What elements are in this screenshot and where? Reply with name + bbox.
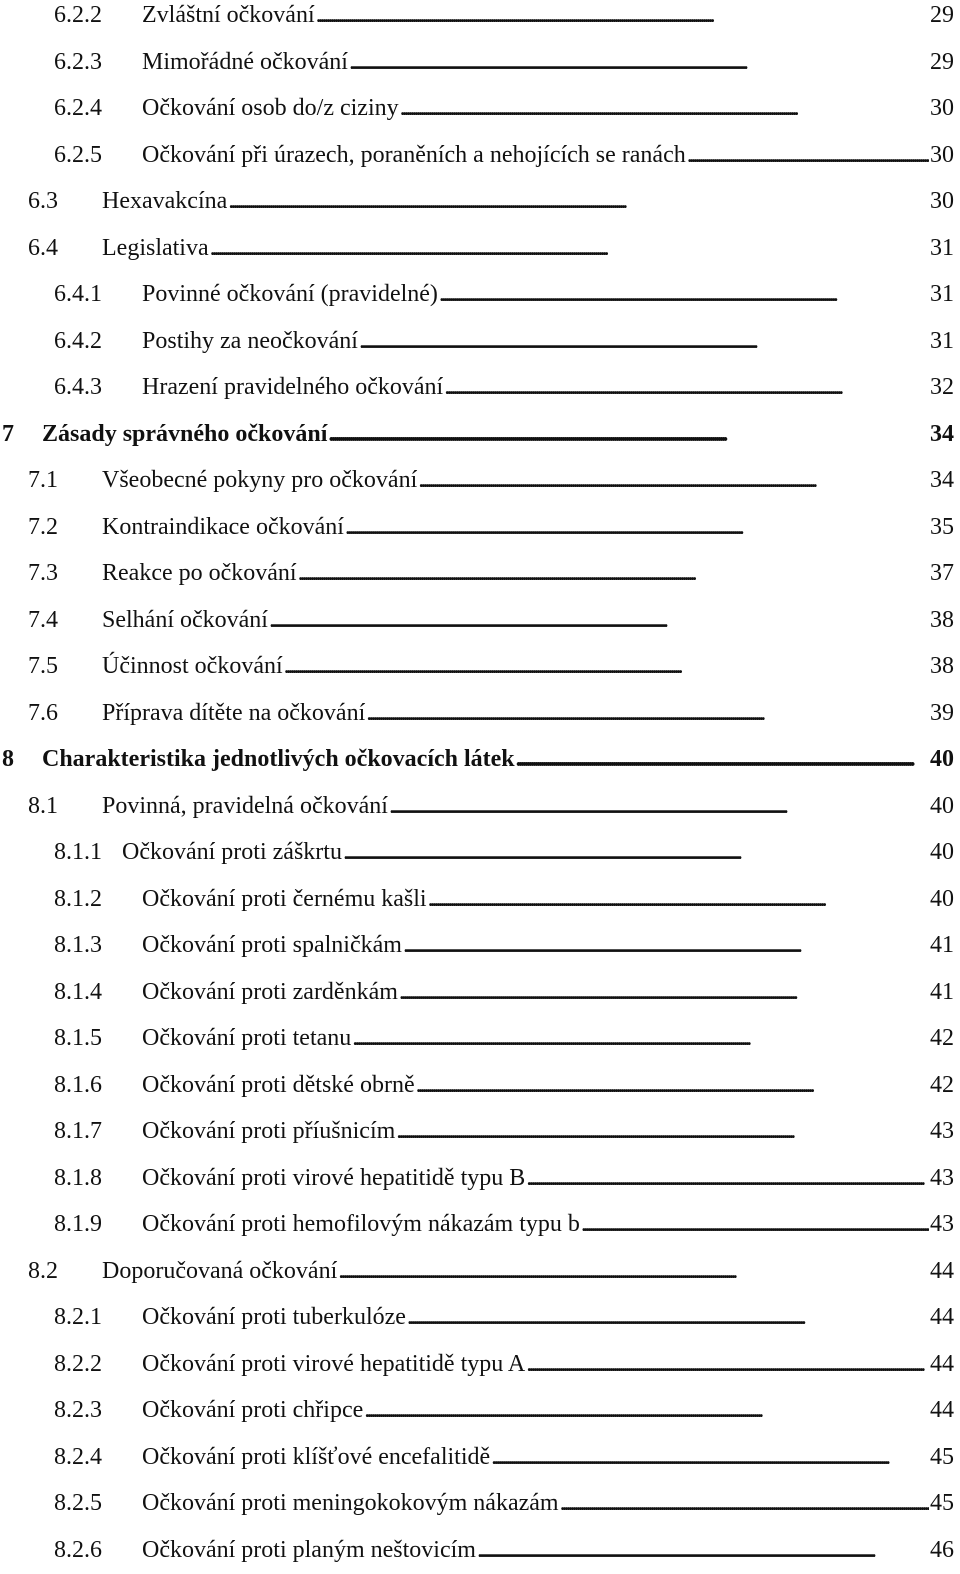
toc-entry-title: Hrazení pravidelného očkování (142, 374, 444, 400)
toc-entry-page-number: 38 (930, 653, 954, 679)
toc-entry-page-number: 44 (930, 1257, 954, 1284)
toc-entry-line (102, 643, 954, 689)
toc-entry-number: 8.2.1 (54, 1304, 102, 1330)
toc-entry-page-number: 43 (930, 1211, 954, 1237)
toc-entry-page-number: 46 (930, 1536, 954, 1563)
toc-entry-page-number: 45 (930, 1443, 954, 1470)
toc-entry-line (102, 597, 954, 643)
toc-entry[interactable] (0, 1527, 960, 1573)
toc-entry-number: 6.2.4 (54, 95, 102, 121)
dot-leader (477, 1527, 929, 1573)
toc-entry[interactable] (0, 85, 960, 131)
toc-entry[interactable] (0, 829, 960, 875)
toc-entry-title: Očkování proti klíšťové encefalitidě (142, 1443, 491, 1470)
toc-entry-line (102, 178, 954, 224)
toc-entry-title: Legislativa (102, 234, 209, 261)
dot-leader (343, 829, 929, 875)
toc-entry[interactable] (0, 318, 960, 364)
dot-leader (526, 1155, 929, 1201)
toc-entry-line (42, 736, 954, 782)
toc-entry-number: 6.4.2 (54, 327, 102, 354)
toc-entry[interactable] (0, 876, 960, 922)
toc-entry-title: Postihy za neočkování (142, 327, 358, 354)
toc-entry-title: Všeobecné pokyny pro očkování (102, 467, 418, 493)
dot-leader (396, 1108, 929, 1154)
toc-entry[interactable] (0, 550, 960, 596)
toc-entry-line (142, 1434, 954, 1480)
dot-leader (418, 457, 929, 503)
toc-entry[interactable] (0, 1480, 960, 1526)
dot-leader (349, 39, 929, 85)
dot-leader (687, 132, 929, 178)
toc-entry-number: 6.2.3 (54, 48, 102, 75)
toc-entry-page-number: 40 (930, 885, 954, 912)
toc-entry-title: Očkování proti virové hepatitidě typu B (142, 1164, 526, 1191)
toc-entry[interactable] (0, 457, 960, 503)
toc-entry-number: 8.2.5 (54, 1490, 102, 1516)
toc-entry-title: Hexavakcína (102, 188, 228, 214)
toc-entry-number: 7.2 (28, 513, 58, 540)
toc-entry-number: 8.1.1 (54, 839, 102, 865)
toc-entry[interactable] (0, 504, 960, 550)
toc-entry-number: 8.1.8 (54, 1164, 102, 1191)
toc-entry-page-number: 32 (930, 374, 954, 400)
toc-entry-page-number: 34 (930, 420, 954, 447)
dot-leader (491, 1434, 929, 1480)
toc-entry-number: 8.1.2 (54, 885, 102, 912)
toc-entry-line (122, 829, 954, 875)
dot-leader (439, 271, 929, 317)
toc-entry-title: Doporučovaná očkování (102, 1257, 338, 1284)
dot-leader (338, 1248, 929, 1294)
toc-entry[interactable] (0, 1294, 960, 1340)
dot-leader (407, 1294, 929, 1340)
toc-entry-number: 7.1 (28, 467, 58, 493)
dot-leader (403, 922, 929, 968)
toc-entry-line (102, 225, 954, 271)
dot-leader (399, 969, 929, 1015)
toc-entry-title: Očkování proti tetanu (142, 1025, 352, 1051)
toc-entry-title: Očkování proti příušnicím (142, 1118, 396, 1144)
toc-entry-number: 8.1.5 (54, 1025, 102, 1051)
toc-entry-page-number: 40 (930, 839, 954, 865)
toc-entry-page-number: 31 (930, 327, 954, 354)
toc-entry-line (142, 0, 954, 38)
toc-entry-title: Očkování proti černému kašli (142, 885, 427, 912)
toc-entry-number: 7.4 (28, 606, 58, 633)
toc-entry[interactable] (0, 132, 960, 178)
toc-entry-line (142, 1108, 954, 1154)
toc-entry-page-number: 43 (930, 1164, 954, 1191)
toc-entry-title: Očkování proti virové hepatitidě typu A (142, 1350, 526, 1377)
toc-entry[interactable] (0, 364, 960, 410)
toc-entry-line (142, 1015, 954, 1061)
toc-entry-number: 8.2.6 (54, 1536, 102, 1563)
toc-entry-number: 8.1.9 (54, 1211, 102, 1237)
toc-entry-line (142, 922, 954, 968)
dot-leader (364, 1387, 929, 1433)
toc-entry[interactable] (0, 783, 960, 829)
dot-leader (526, 1341, 929, 1387)
toc-entry[interactable] (0, 1434, 960, 1480)
toc-entry-number: 8.2.2 (54, 1350, 102, 1377)
dot-leader (581, 1201, 929, 1247)
toc-entry[interactable] (0, 690, 960, 736)
dot-leader (516, 736, 929, 782)
toc-entry-title: Očkování při úrazech, poraněních a nehojících se ranách (142, 141, 686, 168)
toc-entry-number: 8.1.3 (54, 932, 102, 958)
toc-entry-page-number: 45 (930, 1490, 954, 1516)
toc-entry-page-number: 42 (930, 1071, 954, 1098)
dot-leader (444, 364, 929, 410)
dot-leader (328, 411, 929, 457)
toc-entry-title: Zvláštní očkování (142, 2, 315, 28)
toc-entry-page-number: 35 (930, 513, 954, 540)
dot-leader (400, 85, 929, 131)
toc-entry-page-number: 29 (930, 48, 954, 75)
toc-entry-number: 8.1.6 (54, 1071, 102, 1098)
toc-entry-line (142, 1062, 954, 1108)
toc-entry-line (102, 783, 954, 829)
toc-entry-number: 8.2.4 (54, 1443, 102, 1470)
toc-entry-page-number: 44 (930, 1304, 954, 1330)
toc-entry-page-number: 40 (930, 746, 954, 772)
toc-entry[interactable] (0, 225, 960, 271)
toc-entry-line (142, 271, 954, 317)
toc-entry-number: 6.4.3 (54, 374, 102, 400)
toc-entry[interactable] (0, 271, 960, 317)
toc-entry[interactable] (0, 1387, 960, 1433)
toc-entry-line (142, 876, 954, 922)
toc-entry-line (142, 1294, 954, 1340)
toc-entry-title: Očkování proti záškrtu (122, 839, 342, 865)
dot-leader (416, 1062, 929, 1108)
toc-entry-page-number: 34 (930, 467, 954, 493)
toc-entry-title: Charakteristika jednotlivých očkovacích látek (42, 746, 515, 772)
dot-leader (389, 783, 929, 829)
toc-entry-title: Povinná, pravidelná očkování (102, 792, 388, 819)
toc-entry[interactable] (0, 1062, 960, 1108)
toc-entry-number: 7.6 (28, 699, 58, 726)
toc-entry-title: Očkování proti hemofilovým nákazám typu b (142, 1211, 580, 1237)
toc-entry[interactable] (0, 1201, 960, 1247)
toc-entry-number: 8.1.4 (54, 978, 102, 1005)
toc-entry-page-number: 40 (930, 792, 954, 819)
toc-entry-page-number: 42 (930, 1025, 954, 1051)
toc-entry-title: Očkování proti chřipce (142, 1397, 364, 1423)
toc-entry-number: 6.4.1 (54, 281, 102, 307)
toc-entry[interactable] (0, 736, 960, 782)
toc-entry[interactable] (0, 0, 960, 38)
dot-leader (210, 225, 929, 271)
toc-entry-number: 8.1.7 (54, 1118, 102, 1144)
toc-entry-page-number: 38 (930, 606, 954, 633)
toc-entry-number: 6.4 (28, 234, 58, 261)
dot-leader (560, 1480, 929, 1526)
toc-entry-line (142, 318, 954, 364)
toc-entry-line (142, 132, 954, 178)
dot-leader (228, 178, 929, 224)
toc-entry-page-number: 30 (930, 95, 954, 121)
toc-entry-number: 6.2.5 (54, 141, 102, 168)
toc-entry-page-number: 29 (930, 2, 954, 28)
toc-entry-number: 8.2.3 (54, 1397, 102, 1423)
toc-entry[interactable] (0, 1108, 960, 1154)
toc-entry[interactable] (0, 597, 960, 643)
toc-entry-page-number: 44 (930, 1397, 954, 1423)
toc-entry-number: 6.3 (28, 188, 58, 214)
toc-entry-page-number: 31 (930, 281, 954, 307)
toc-entry-page-number: 39 (930, 699, 954, 726)
toc-entry-title: Očkování proti spalničkám (142, 932, 402, 958)
toc-entry-title: Očkování proti planým neštovicím (142, 1536, 476, 1563)
toc-entry-title: Očkování proti tuberkulóze (142, 1304, 406, 1330)
toc-entry-line (142, 1155, 954, 1201)
toc-entry[interactable] (0, 922, 960, 968)
toc-entry[interactable] (0, 1341, 960, 1387)
toc-entry[interactable] (0, 39, 960, 85)
toc-entry-title: Zásady správného očkování (42, 420, 328, 447)
toc-entry[interactable] (0, 969, 960, 1015)
toc-entry-title: Mimořádné očkování (142, 48, 348, 75)
dot-leader (269, 597, 929, 643)
dot-leader (284, 643, 929, 689)
toc-entry-line (142, 1387, 954, 1433)
toc-entry-line (142, 364, 954, 410)
dot-leader (366, 690, 929, 736)
toc-entry-title: Povinné očkování (pravidelné) (142, 281, 438, 307)
toc-entry[interactable] (0, 1015, 960, 1061)
toc-entry-title: Očkování proti dětské obrně (142, 1071, 415, 1098)
toc-entry-line (102, 457, 954, 503)
toc-entry-page-number: 31 (930, 234, 954, 261)
toc-entry-number: 7 (2, 420, 14, 447)
toc-entry[interactable] (0, 1155, 960, 1201)
toc-entry-title: Selhání očkování (102, 606, 268, 633)
toc-entry-line (42, 411, 954, 457)
toc-entry-line (142, 1480, 954, 1526)
toc-entry-line (102, 690, 954, 736)
toc-entry-title: Účinnost očkování (102, 653, 283, 679)
dot-leader (316, 0, 929, 38)
toc-entry-number: 8.2 (28, 1257, 58, 1284)
dot-leader (352, 1015, 929, 1061)
dot-leader (359, 318, 929, 364)
toc-entry[interactable] (0, 411, 960, 457)
toc-entry-title: Příprava dítěte na očkování (102, 699, 366, 726)
toc-entry-number: 7.3 (28, 560, 58, 586)
toc-entry-title: Očkování proti meningokokovým nákazám (142, 1490, 559, 1516)
toc-entry-page-number: 41 (930, 932, 954, 958)
toc-entry-line (142, 85, 954, 131)
toc-entry-line (142, 1341, 954, 1387)
toc-entry-line (142, 1201, 954, 1247)
dot-leader (345, 504, 929, 550)
toc-entry-number: 8 (2, 746, 14, 772)
toc-entry-title: Očkování proti zarděnkám (142, 978, 398, 1005)
toc-entry-page-number: 30 (930, 188, 954, 214)
toc-entry-page-number: 44 (930, 1350, 954, 1377)
dot-leader (428, 876, 929, 922)
toc-entry-line (142, 1527, 954, 1573)
toc-entry-line (102, 1248, 954, 1294)
toc-entry[interactable] (0, 1248, 960, 1294)
toc-entry-number: 6.2.2 (54, 2, 102, 28)
toc-entry-line (142, 969, 954, 1015)
toc-entry-page-number: 43 (930, 1118, 954, 1144)
toc-entry-line (102, 504, 954, 550)
toc-entry-number: 7.5 (28, 653, 58, 679)
dot-leader (298, 550, 929, 596)
toc-entry[interactable] (0, 178, 960, 224)
toc-entry-line (102, 550, 954, 596)
toc-entry[interactable] (0, 643, 960, 689)
toc-entry-title: Reakce po očkování (102, 560, 297, 586)
toc-entry-number: 8.1 (28, 792, 58, 819)
toc-entry-title: Kontraindikace očkování (102, 513, 344, 540)
toc-entry-line (142, 39, 954, 85)
toc-entry-title: Očkování osob do/z ciziny (142, 95, 399, 121)
toc-entry-page-number: 41 (930, 978, 954, 1005)
toc-entry-page-number: 30 (930, 141, 954, 168)
toc-entry-page-number: 37 (930, 560, 954, 586)
